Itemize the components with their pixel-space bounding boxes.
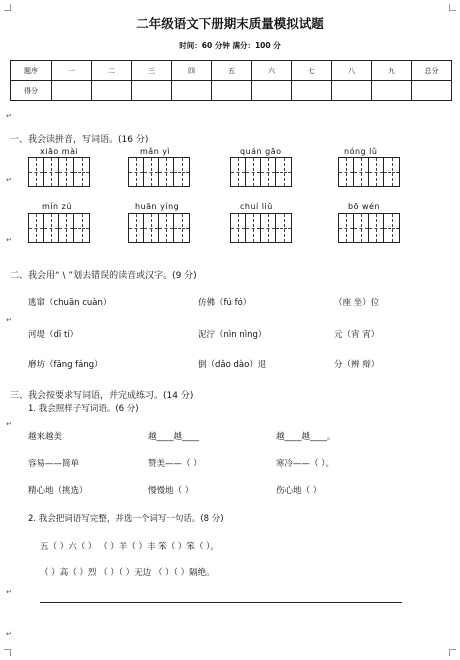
paragraph-mark: ↵ [6,420,12,428]
fill-item[interactable]: 寒冷——（ ）。 [276,459,334,469]
section-1-heading: 一、我会读拼音，写词语。(16 分) [10,135,149,145]
pinyin-label: chuí liǔ [240,202,273,211]
corner-mark-bottom-right [449,649,456,656]
pinyin-label: bō wén [348,202,381,211]
section-3-heading: 三、我会按要求写词语，并完成练习。(14 分) [10,391,194,401]
pinyin-label: mǎn yì [140,147,171,156]
pinyin-label: nóng lǔ [344,147,378,156]
corner-mark-top-left [4,4,11,11]
writing-box[interactable] [338,213,400,243]
score-table [10,60,452,101]
score-cell: 八 [332,61,372,81]
score-cell: 九 [372,61,412,81]
score-input-cell[interactable] [172,81,212,101]
score-cell: 总分 [412,61,452,81]
corner-mark-bottom-left [4,649,11,656]
choice-item[interactable]: 元（宵 宵） [334,330,380,340]
paragraph-mark: ↵ [6,236,12,244]
score-cell: 六 [252,61,292,81]
fill-item[interactable]: 赞美——（ ） [148,459,202,469]
pinyin-label: mín zú [42,202,72,211]
pinyin-label: huān yíng [135,202,180,211]
choice-item[interactable]: 泥泞（nìn nìng） [198,330,267,340]
score-input-cell[interactable] [52,81,92,101]
corner-mark-top-right [449,4,456,11]
score-cell: 五 [212,61,252,81]
part-1-label: 1. 我会照样子写词语。(6 分) [28,404,139,414]
pinyin-label: quán gāo [240,147,282,156]
writing-box[interactable] [338,157,400,187]
paragraph-mark: ↵ [6,588,12,596]
paragraph-mark: ↵ [6,176,12,184]
fill-item[interactable]: 越____越____ [148,432,200,442]
fill-item[interactable]: 伤心地（ ） [276,486,322,496]
choice-item[interactable]: 磨坊（fāng fáng） [28,360,103,370]
idiom-row[interactable]: （ ）高（ ）烈 （ ）（ ）无边 （ ）（ ）隔绝。 [40,568,215,578]
sentence-answer-line[interactable] [40,602,402,603]
fill-item[interactable]: 越____越____。 [276,432,336,442]
score-cell: 二 [92,61,132,81]
example-word: 容易——简单 [28,459,80,469]
paragraph-mark: ↵ [6,112,12,120]
choice-item[interactable]: 河堤（dī tí） [28,330,79,340]
fill-item[interactable]: 慢慢地（ ） [148,486,194,496]
score-table-score-row [11,81,452,101]
choice-item[interactable]: （座 坐）位 [334,298,380,308]
choice-item[interactable]: 仿佛（fú fó） [198,298,252,308]
writing-box[interactable] [28,213,90,243]
pinyin-label: xiāo mài [40,147,79,156]
score-input-cell[interactable] [92,81,132,101]
score-input-cell[interactable] [132,81,172,101]
score-input-cell[interactable] [252,81,292,101]
choice-item[interactable]: 逃窜（chuān cuàn） [28,298,112,308]
example-word: 越来越美 [28,432,63,442]
score-cell: 七 [292,61,332,81]
score-input-cell[interactable] [212,81,252,101]
score-table-header-row [11,61,452,81]
choice-item[interactable]: 分（辨 辩） [334,360,380,370]
writing-box[interactable] [128,213,190,243]
writing-box[interactable] [230,157,292,187]
page-title: 二年级语文下册期末质量模拟试题 [136,16,324,31]
score-cell: 四 [172,61,212,81]
writing-box[interactable] [230,213,292,243]
example-word: 精心地（挑选） [28,486,88,496]
score-input-cell[interactable] [412,81,452,101]
score-cell: 三 [132,61,172,81]
score-input-cell[interactable] [372,81,412,101]
paragraph-mark: ↵ [6,630,12,638]
writing-box[interactable] [28,157,90,187]
part-2-label: 2. 我会把词语写完整，并选一个词写一句话。(8 分) [28,514,224,524]
score-label: 得分 [11,81,52,101]
idiom-row[interactable]: 五（ ）六（ ） （ ）羊（ ）丰 笨（ ）笨（ ）。 [40,542,219,552]
section-2-heading: 二、我会用“ \ ”划去错误的读音或汉字。(9 分) [10,271,197,281]
score-cell: 题序 [11,61,52,81]
page-subtitle: 时间：60 分钟 满分：100 分 [179,41,281,50]
score-input-cell[interactable] [292,81,332,101]
writing-box[interactable] [128,157,190,187]
score-cell: 一 [52,61,92,81]
score-input-cell[interactable] [332,81,372,101]
choice-item[interactable]: 倒（dǎo dào）退 [198,360,267,370]
paragraph-mark: ↵ [6,316,12,324]
